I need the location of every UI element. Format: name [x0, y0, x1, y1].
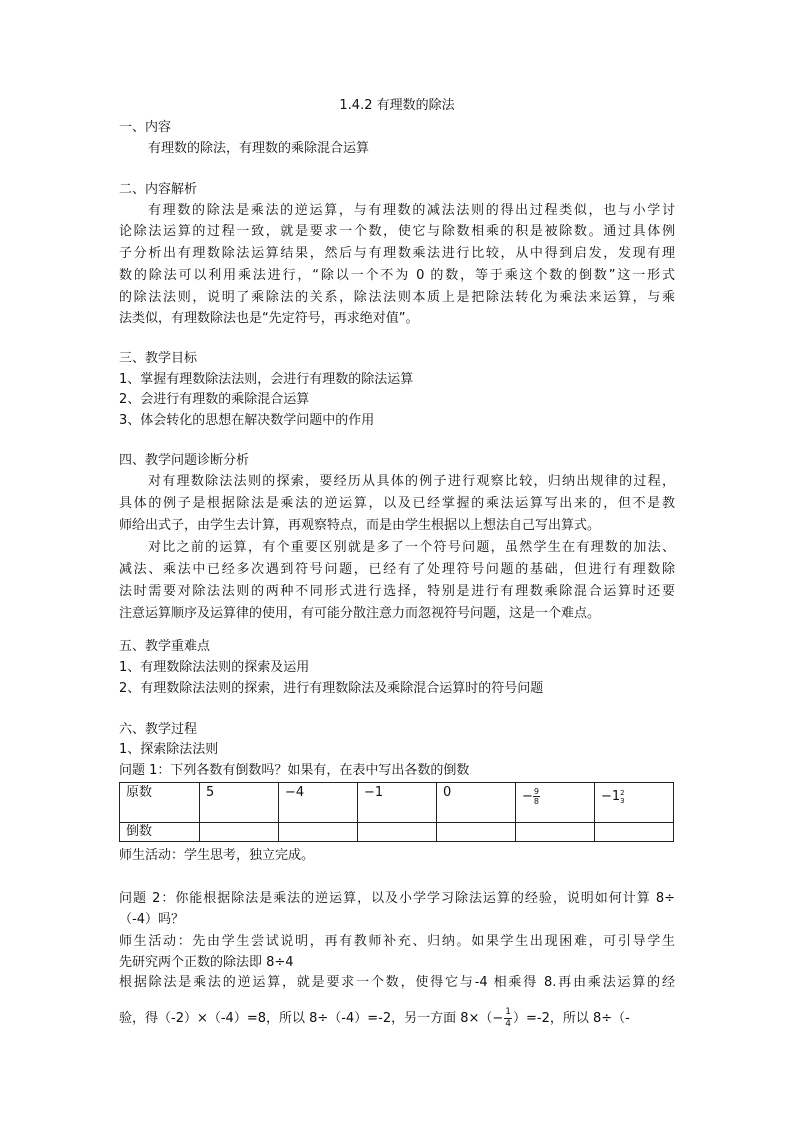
fraction	[620, 789, 624, 805]
page-title: 1.4.2 有理数的除法	[339, 98, 455, 113]
table-row	[120, 823, 674, 842]
section-2-line: 子分析出有理数除法运算结果，然后与有理数乘法进行比较，从中得到启发，发现有理	[119, 246, 675, 261]
paragraph-text: 验，得（-2）×（-4）=8，所以 8÷（-4）=-2，另一方面 8×（	[119, 1011, 493, 1026]
section-5-item: 2、有理数除法法则的探索，进行有理数除法及乘除混合运算时的符号问题	[119, 681, 544, 696]
section-4-heading: 四、教学问题诊断分析	[119, 453, 250, 468]
table-cell: −4	[279, 783, 358, 823]
activity-2-line: 师生活动：先由学生尝试说明，再有教师补充、归纳。如果学生出现困难，可引导学生	[119, 934, 675, 949]
section-6-heading: 六、教学过程	[119, 722, 198, 737]
activity-1: 师生活动：学生思考，独立完成。	[119, 848, 315, 863]
fraction-numerator: 1	[505, 1007, 512, 1017]
section-4-line: 减法、乘法中已经多次遇到符号问题，已经有了处理符号问题的基础，但进行有理数除	[119, 562, 675, 577]
table-cell	[595, 823, 674, 842]
section-2-line: 的除法法则，说明了乘除法的关系，除法法则本质上是把除法转化为乘法来运算，与乘	[119, 290, 675, 305]
fraction-sign: −	[492, 1011, 504, 1026]
section-2-heading: 二、内容解析	[119, 182, 198, 197]
section-2-line: 数的除法可以利用乘法进行，“除以一个不为 0 的数，等于乘这个数的倒数”这一形式	[119, 268, 675, 283]
section-3-heading: 三、教学目标	[119, 351, 198, 366]
paragraph-text: ）=-2，所以 8÷（-	[513, 1011, 630, 1026]
table-cell: −1	[358, 783, 437, 823]
table-cell-fraction	[595, 783, 674, 823]
table-cell: 5	[200, 783, 279, 823]
section-2-line: 有理数的除法是乘法的逆运算，与有理数的减法法则的得出过程类似，也与小学讨	[148, 203, 675, 218]
section-3-item: 1、掌握有理数除法法则，会进行有理数的除法运算	[119, 372, 414, 387]
section-4-line: 具体的例子是根据除法是乘法的逆运算，以及已经掌握的乘法运算写出来的，但不是教	[119, 496, 675, 511]
reciprocal-table	[119, 782, 674, 842]
table-cell	[358, 823, 437, 842]
fraction-denominator: 3	[620, 796, 625, 805]
section-2-line: 法类似，有理数除法也是“先定符号，再求绝对值”。	[119, 311, 419, 326]
section-4-line: 注意运算顺序及运算律的使用，有可能分散注意力而忽视符号问题，这是一个难点。	[119, 606, 601, 621]
section-3-item: 3、体会转化的思想在解决数学问题中的作用	[119, 413, 375, 428]
fraction-numerator: 2	[620, 788, 625, 797]
question-2-line: 问题 2：你能根据除法是乘法的逆运算，以及小学学习除法运算的经验，说明如何计算 8÷	[119, 891, 675, 906]
table-row	[120, 783, 674, 823]
fraction-sign: −	[522, 789, 533, 804]
fraction	[504, 1007, 512, 1030]
fraction	[533, 787, 540, 806]
table-cell	[279, 823, 358, 842]
section-5-item: 1、有理数除法法则的探索及运用	[119, 660, 310, 675]
paragraph-line: 根据除法是乘法的逆运算，就是要求一个数，使得它与-4 相乘得 8.再由乘法运算的经	[119, 975, 675, 990]
paragraph-line	[119, 1004, 630, 1034]
activity-2-line: 先研究两个正数的除法即 8÷4	[119, 955, 294, 970]
table-cell-label: 倒数	[120, 823, 200, 842]
section-5-heading: 五、教学重难点	[119, 639, 211, 654]
question-2-line: （-4）吗？	[119, 912, 184, 927]
section-4-line: 法时需要对除法法则的两种不同形式进行选择，特别是进行有理数乘除混合运算时还要	[119, 584, 675, 599]
table-cell	[516, 823, 595, 842]
fraction-denominator: 4	[505, 1019, 512, 1029]
fraction-numerator: 9	[533, 787, 539, 796]
section-4-line: 对有理数除法法则的探索，要经历从具体的例子进行观察比较，归纳出规律的过程，	[148, 474, 675, 489]
table-cell-fraction	[516, 783, 595, 823]
section-1-heading: 一、内容	[119, 120, 172, 135]
section-4-line: 师给出式子，由学生去计算，再观察特点，而是由学生根据以上想法自己写出算式。	[119, 518, 601, 533]
table-cell	[437, 823, 516, 842]
table-cell-label: 原数	[120, 783, 200, 823]
mixed-number-whole: −1	[601, 789, 621, 804]
table-cell: 0	[437, 783, 516, 823]
section-1-text: 有理数的除法，有理数的乘除混合运算	[148, 141, 370, 156]
question-1: 问题 1：下列各数有倒数吗？如果有，在表中写出各数的倒数	[119, 763, 470, 778]
table-cell	[200, 823, 279, 842]
section-3-item: 2、会进行有理数的乘除混合运算	[119, 392, 310, 407]
section-4-line: 对比之前的运算，有个重要区别就是多了一个符号问题，虽然学生在有理数的加法、	[148, 540, 675, 555]
fraction-denominator: 8	[533, 797, 539, 806]
section-2-line: 论除法运算的过程一致，就是要求一个数，使它与除数相乘的积是被除数。通过具体例	[119, 224, 675, 239]
section-6-subheading: 1、探索除法法则	[119, 742, 219, 757]
